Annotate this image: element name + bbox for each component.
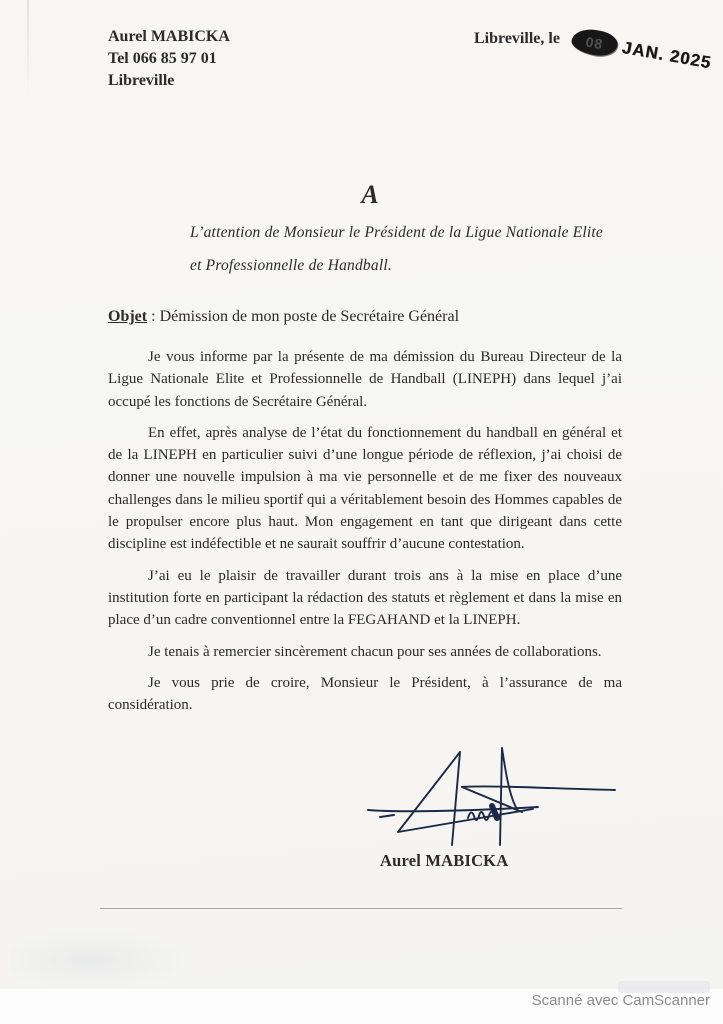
paragraph-4: Je tenais à remercier sincèrement chacun pour ses années de collaborations. <box>148 643 602 660</box>
letter-body <box>108 346 622 725</box>
paragraph-2: En effet, après analyse de l’état du fonctionnement du handball en général et de la LINEPH en particulier suivi d’une longue période de réflexion, j’ai choisi de donner une nouvelle impulsion à ma vie personnelle et de me fixer des nouveaux challenges dans le milieu sportif qui a véritablement besoin des Hommes capables de le propulser encore plus haut. Mon engagement en tant que dirigeant dans cette discipline est indéfectible et ne saurait souffrir d’aucune contestation. <box>108 424 622 553</box>
camscanner-credit: Scanné avec CamScanner <box>531 992 710 1009</box>
handwritten-signature <box>360 738 620 853</box>
subject-separator: : <box>147 308 160 325</box>
scan-edge-artifact <box>27 0 29 95</box>
address-block <box>190 216 603 282</box>
sender-phone: Tel 066 85 97 01 <box>108 50 217 67</box>
signature-lower-line <box>368 807 538 811</box>
footer-rule <box>100 908 622 909</box>
date-stamp <box>570 26 713 75</box>
signature-strokes <box>360 738 620 853</box>
signature-tick <box>380 815 394 817</box>
paragraph-3: J’ai eu le plaisir de travailler durant trois ans à la mise en place d’une institution forte en participant la rédaction des statuts et règlement et dans la mise en place d’un cadre conventionnel entre la FEGAHAND et la LINEPH. <box>108 567 622 629</box>
paragraph-5: Je vous prie de croire, Monsieur le Président, à l’assurance de ma considération. <box>108 674 622 714</box>
scan-noise-patch <box>10 928 190 992</box>
subject-label: Objet <box>108 308 148 325</box>
signature-spike-stroke <box>500 748 518 845</box>
sender-city: Libreville <box>108 72 175 89</box>
subject-line <box>108 308 459 326</box>
signature-upper-line <box>462 786 615 790</box>
stamp-month-year: JAN. 2025 <box>620 37 713 72</box>
stamp-ink-blob <box>570 26 620 59</box>
address-salutation: A <box>361 180 379 209</box>
sender-block <box>108 26 230 92</box>
dateline-prefix: Libreville, le <box>474 30 560 47</box>
sender-name: Aurel MABICKA <box>108 28 230 45</box>
address-line-2: et Professionnelle de Handball. <box>190 257 392 274</box>
stamp-day: 08 <box>584 33 605 52</box>
paragraph-1: Je vous informe par la présente de ma démission du Bureau Directeur de la Ligue Nationale Elite et Professionnelle de Handball (LINEPH) dans lequel j’ai occupé les fonctions de Secrétaire Général. <box>108 349 622 410</box>
address-line-1: L’attention de Monsieur le Président de la Ligue Nationale Elite <box>190 224 604 241</box>
signer-name: Aurel MABICKA <box>380 851 509 870</box>
subject-text: Démission de mon poste de Secrétaire Général <box>159 308 460 325</box>
